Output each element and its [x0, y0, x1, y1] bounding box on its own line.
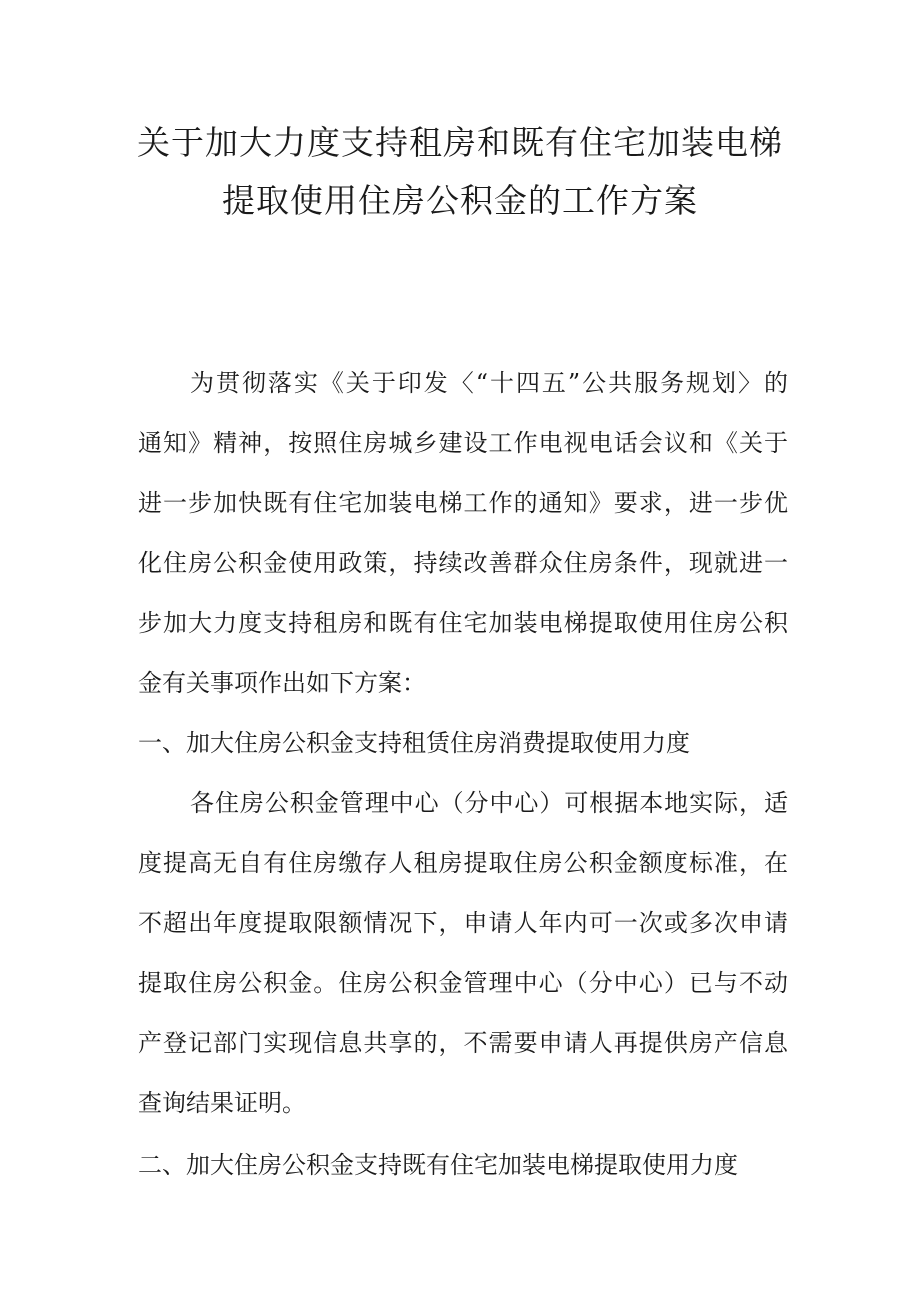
section-1-paragraph-line: 不超出年度提取限额情况下，申请人年内可一次或多次申请: [138, 909, 788, 937]
intro-paragraph-line: 金有关事项作出如下方案：: [138, 669, 426, 697]
section-2-heading: 二、加大住房公积金支持既有住宅加装电梯提取使用力度: [138, 1151, 738, 1179]
intro-paragraph-line: 步加大力度支持租房和既有住宅加装电梯提取使用住房公积: [138, 609, 788, 637]
section-1-paragraph-line: 各住房公积金管理中心（分中心）可根据本地实际，适: [190, 789, 788, 817]
section-1-heading: 一、加大住房公积金支持租赁住房消费提取使用力度: [138, 729, 690, 757]
document-title-line-2: 提取使用住房公积金的工作方案: [222, 181, 698, 220]
intro-paragraph-line: 为贯彻落实《关于印发〈“十四五”公共服务规划〉的: [190, 369, 788, 397]
section-1-paragraph-line: 产登记部门实现信息共享的，不需要申请人再提供房产信息: [138, 1029, 788, 1057]
intro-paragraph-line: 进一步加快既有住宅加装电梯工作的通知》要求，进一步优: [138, 489, 788, 517]
section-1-paragraph-line: 度提高无自有住房缴存人租房提取住房公积金额度标准，在: [138, 849, 788, 877]
intro-paragraph-line: 通知》精神，按照住房城乡建设工作电视电话会议和《关于: [138, 429, 788, 457]
section-1-paragraph-line: 查询结果证明。: [138, 1089, 306, 1117]
document-title-line-1: 关于加大力度支持租房和既有住宅加装电梯: [137, 123, 783, 162]
intro-paragraph-line: 化住房公积金使用政策，持续改善群众住房条件，现就进一: [138, 549, 788, 577]
section-1-paragraph-line: 提取住房公积金。住房公积金管理中心（分中心）已与不动: [138, 969, 788, 997]
